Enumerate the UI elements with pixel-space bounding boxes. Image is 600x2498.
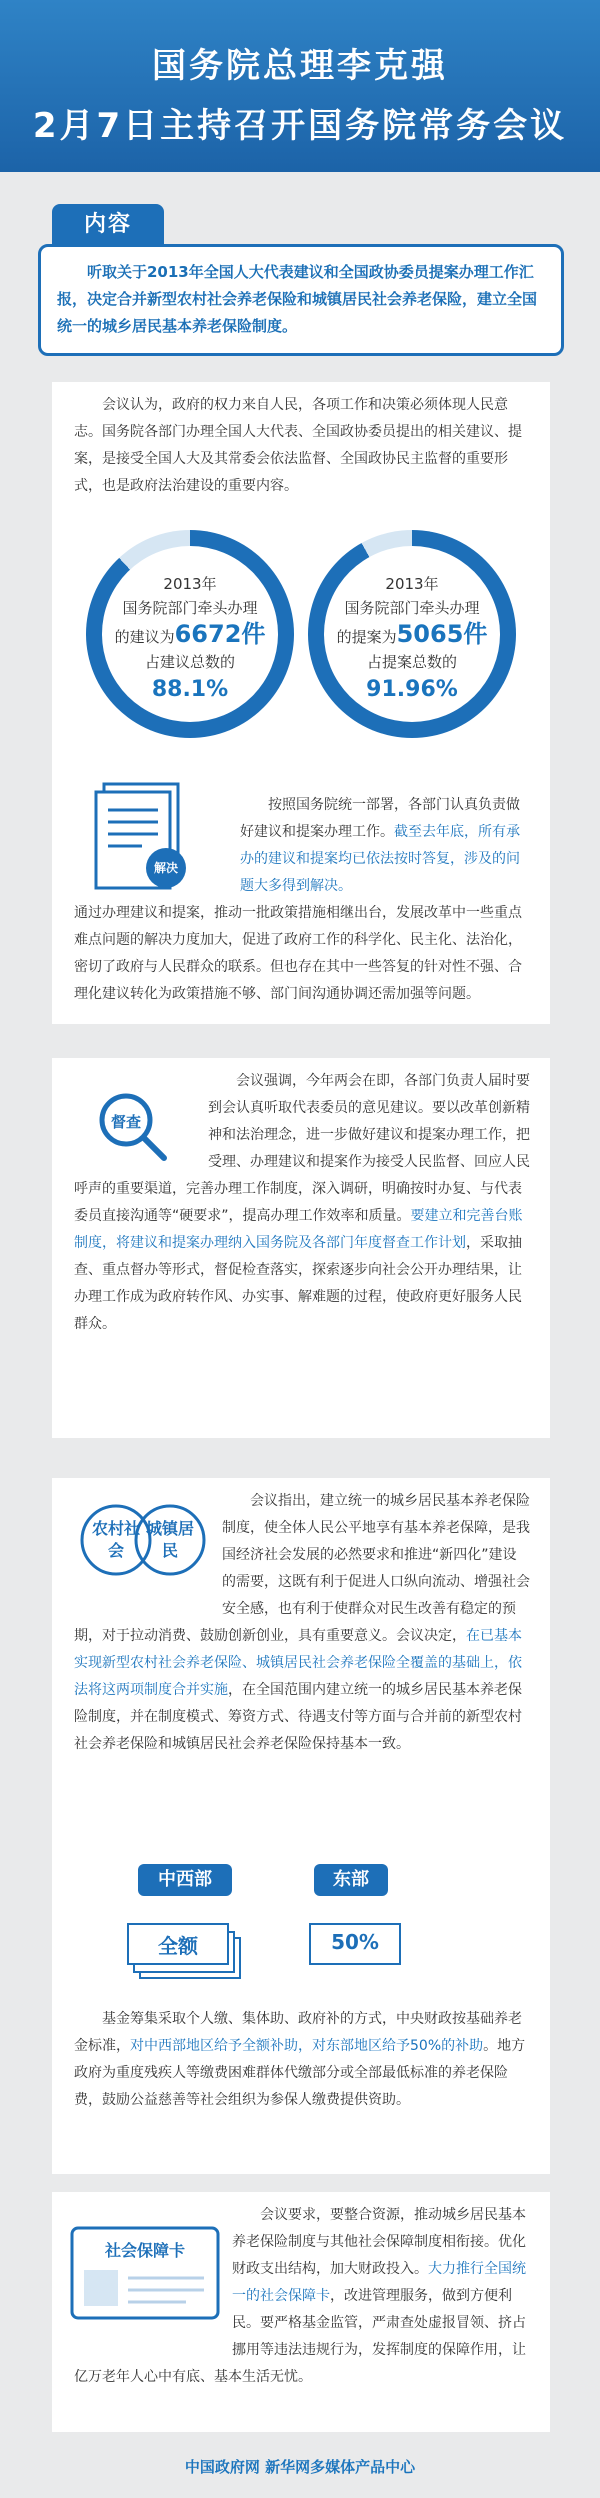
section3-para-a: 会议指出，建立统一的城乡居民基本养老保险制度，使全体人民公平地享有基本养老保障，是我国经济社会发展的必然要求和推进“新四化”建设的需要，这既有利于促进人口纵向流动、增强社会安全感，也有利于使群众对民生改善有稳定的预期，对于拉动消费、鼓励创新创业，具有重要意义。会议决定， xyxy=(74,1493,530,1644)
section3-para2-a: 基金筹集采取个人缴、集体助、政府补的方式，中央财政按基础养老金标准， xyxy=(74,2011,522,2054)
section3-para-highlight: 在已基本实现新型农村社会养老保险、城镇居民社会养老保险全覆盖的基础上，依法将这两项制度合并实施 xyxy=(74,1628,522,1698)
region-central-west-value: 全额 xyxy=(158,1934,198,1958)
region-east-value: 50% xyxy=(331,1930,379,1954)
region-east-label: 东部 xyxy=(314,1864,388,1896)
social-security-card-label: 社会保障卡 xyxy=(104,2241,185,2260)
section1-paragraph2-top xyxy=(240,792,530,900)
ring1-line2: 国务院部门牵头办理 xyxy=(122,599,258,617)
section2-para-a: 会议强调，今年两会在即，各部门负责人届时要到会认真听取代表委员的意见建议。要以改革创新精神和法治理念，进一步做好建议和提案办理工作，把受理、办理建议和提案作为接受人民监督、回应人民呼声的重要渠道，完善办理工作制度，深入调研，明确按时办复、与代表委员直接沟通等“硬要求”，提高办理工作效率和质量。 xyxy=(74,1073,530,1224)
section1-para2-highlight: 截至去年底，所有承办的建议和提案均已依法按时答复，涉及的问题大多得到解决。 xyxy=(240,824,520,894)
intro-box xyxy=(38,244,564,356)
magnifier-icon-label: 督查 xyxy=(110,1113,141,1131)
region-central-west-stack xyxy=(126,1922,244,1982)
section-supervision-card xyxy=(52,1058,550,1438)
ring2-line4: 占提案总数的 xyxy=(366,653,457,671)
circle-rural-label: 农村社会 xyxy=(92,1519,141,1560)
content-tag: 内容 xyxy=(52,204,164,246)
ring2-value: 5065件 xyxy=(396,620,488,648)
ring2-line3-pre: 的提案为 xyxy=(336,628,397,646)
section1-paragraph: 会议认为，政府的权力来自人民，各项工作和决策必须体现人民意志。国务院各部门办理全国人大代表、全国政协委员提出的相关建议、提案，是接受全国人大及其常委会依法监督、全国政协民主监督的重要形式，也是政府法治建设的重要内容。 xyxy=(74,397,522,494)
section3-para2-highlight: 对中西部地区给予全额补助，对东部地区给予50%的补助 xyxy=(130,2038,484,2054)
section4-para-highlight: 大力推行全国统一的社会保障卡 xyxy=(232,2261,526,2304)
section4-paragraph xyxy=(74,2202,530,2391)
document-icon xyxy=(82,776,202,896)
ring1-line4: 占建议总数的 xyxy=(144,653,235,671)
section3-para-b: ，在全国范围内建立统一的城乡居民基本养老保险制度，并在制度模式、筹资方式、待遇支付等方面与合并前的新型农村社会养老保险和城镇居民社会养老保险保持基本一致。 xyxy=(74,1682,522,1752)
footer-credit: 中国政府网 新华网多媒体产品中心 xyxy=(184,2458,416,2476)
section3-paragraph xyxy=(74,1488,530,1758)
section2-para-highlight: 要建立和完善台账制度，将建议和提案办理纳入国务院及各部门年度督查工作计划 xyxy=(74,1208,523,1251)
ring1-line3 xyxy=(86,622,294,649)
section1-paragraph2-bottom: 通过办理建议和提案，推动一批政策措施相继出台，发展改革中一些重点难点问题的解决力度加大，促进了政府工作的科学化、民主化、法治化，密切了政府与人民群众的联系。但也存在其中一些答复的针对性不强、合理化建议转化为政策措施不够、部门间沟通协调还需加强等问题。 xyxy=(74,905,522,1002)
section2-para-b: ，采取抽查、重点督办等形式，督促检查落实，探索逐步向社会公开办理结果，让办理工作成为政府转作风、办实事、解难题的过程，使政府更好服务人民群众。 xyxy=(74,1235,522,1332)
document-icon-label: 解决 xyxy=(153,861,178,875)
ring2-percent: 91.96% xyxy=(366,677,458,702)
ring1-line3-pre: 的建议为 xyxy=(114,628,175,646)
region-east-box xyxy=(308,1922,402,1970)
ring2-line2: 国务院部门牵头办理 xyxy=(344,599,480,617)
ring1-percent: 88.1% xyxy=(151,677,229,702)
section3-para2-b: 。地方政府为重度残疾人等缴费困难群体代缴部分或全部最低标准的养老保险费，鼓励公益慈善等社会组织为参保人缴费提供资助。 xyxy=(74,2038,526,2108)
section-social-card-card xyxy=(52,2192,550,2432)
ring2-line3 xyxy=(308,622,516,649)
page-title-line1: 国务院总理李克强 xyxy=(152,46,448,86)
section4-para-b: ，改进管理服务，做到方便利民。要严格基金监管，严肃查处虚报冒领、挤占挪用等违法违规行为，发挥制度的保障作用，让亿万老年人心中有底、基本生活无忧。 xyxy=(74,2288,526,2385)
section2-paragraph xyxy=(74,1068,530,1338)
suggestions-ring-chart xyxy=(86,530,294,738)
section-pension-card xyxy=(52,1478,550,2174)
section4-para-a: 会议要求，要整合资源，推动城乡居民基本养老保险制度与其他社会保障制度相衔接。优化财政支出结构，加大财政投入。 xyxy=(232,2207,526,2277)
ring2-year: 2013年 xyxy=(385,575,439,593)
page-header xyxy=(0,0,600,172)
intro-text: 听取关于2013年全国人大代表建议和全国政协委员提案办理工作汇报，决定合并新型农村社会养老保险和城镇居民社会养老保险，建立全国统一的城乡居民基本养老保险制度。 xyxy=(57,263,538,335)
ring1-year: 2013年 xyxy=(163,575,217,593)
section-proposals-card xyxy=(52,382,550,1024)
page-title-line2: 2月7日主持召开国务院常务会议 xyxy=(32,106,568,146)
proposals-ring-chart xyxy=(308,530,516,738)
region-central-west-label: 中西部 xyxy=(138,1864,232,1896)
section1-para2-a: 按照国务院统一部署，各部门认真负责做好建议和提案办理工作。 xyxy=(240,797,520,840)
circle-urban-label: 城镇居民 xyxy=(146,1519,195,1560)
ring1-value: 6672件 xyxy=(174,620,266,648)
section3-paragraph2 xyxy=(74,2006,530,2114)
